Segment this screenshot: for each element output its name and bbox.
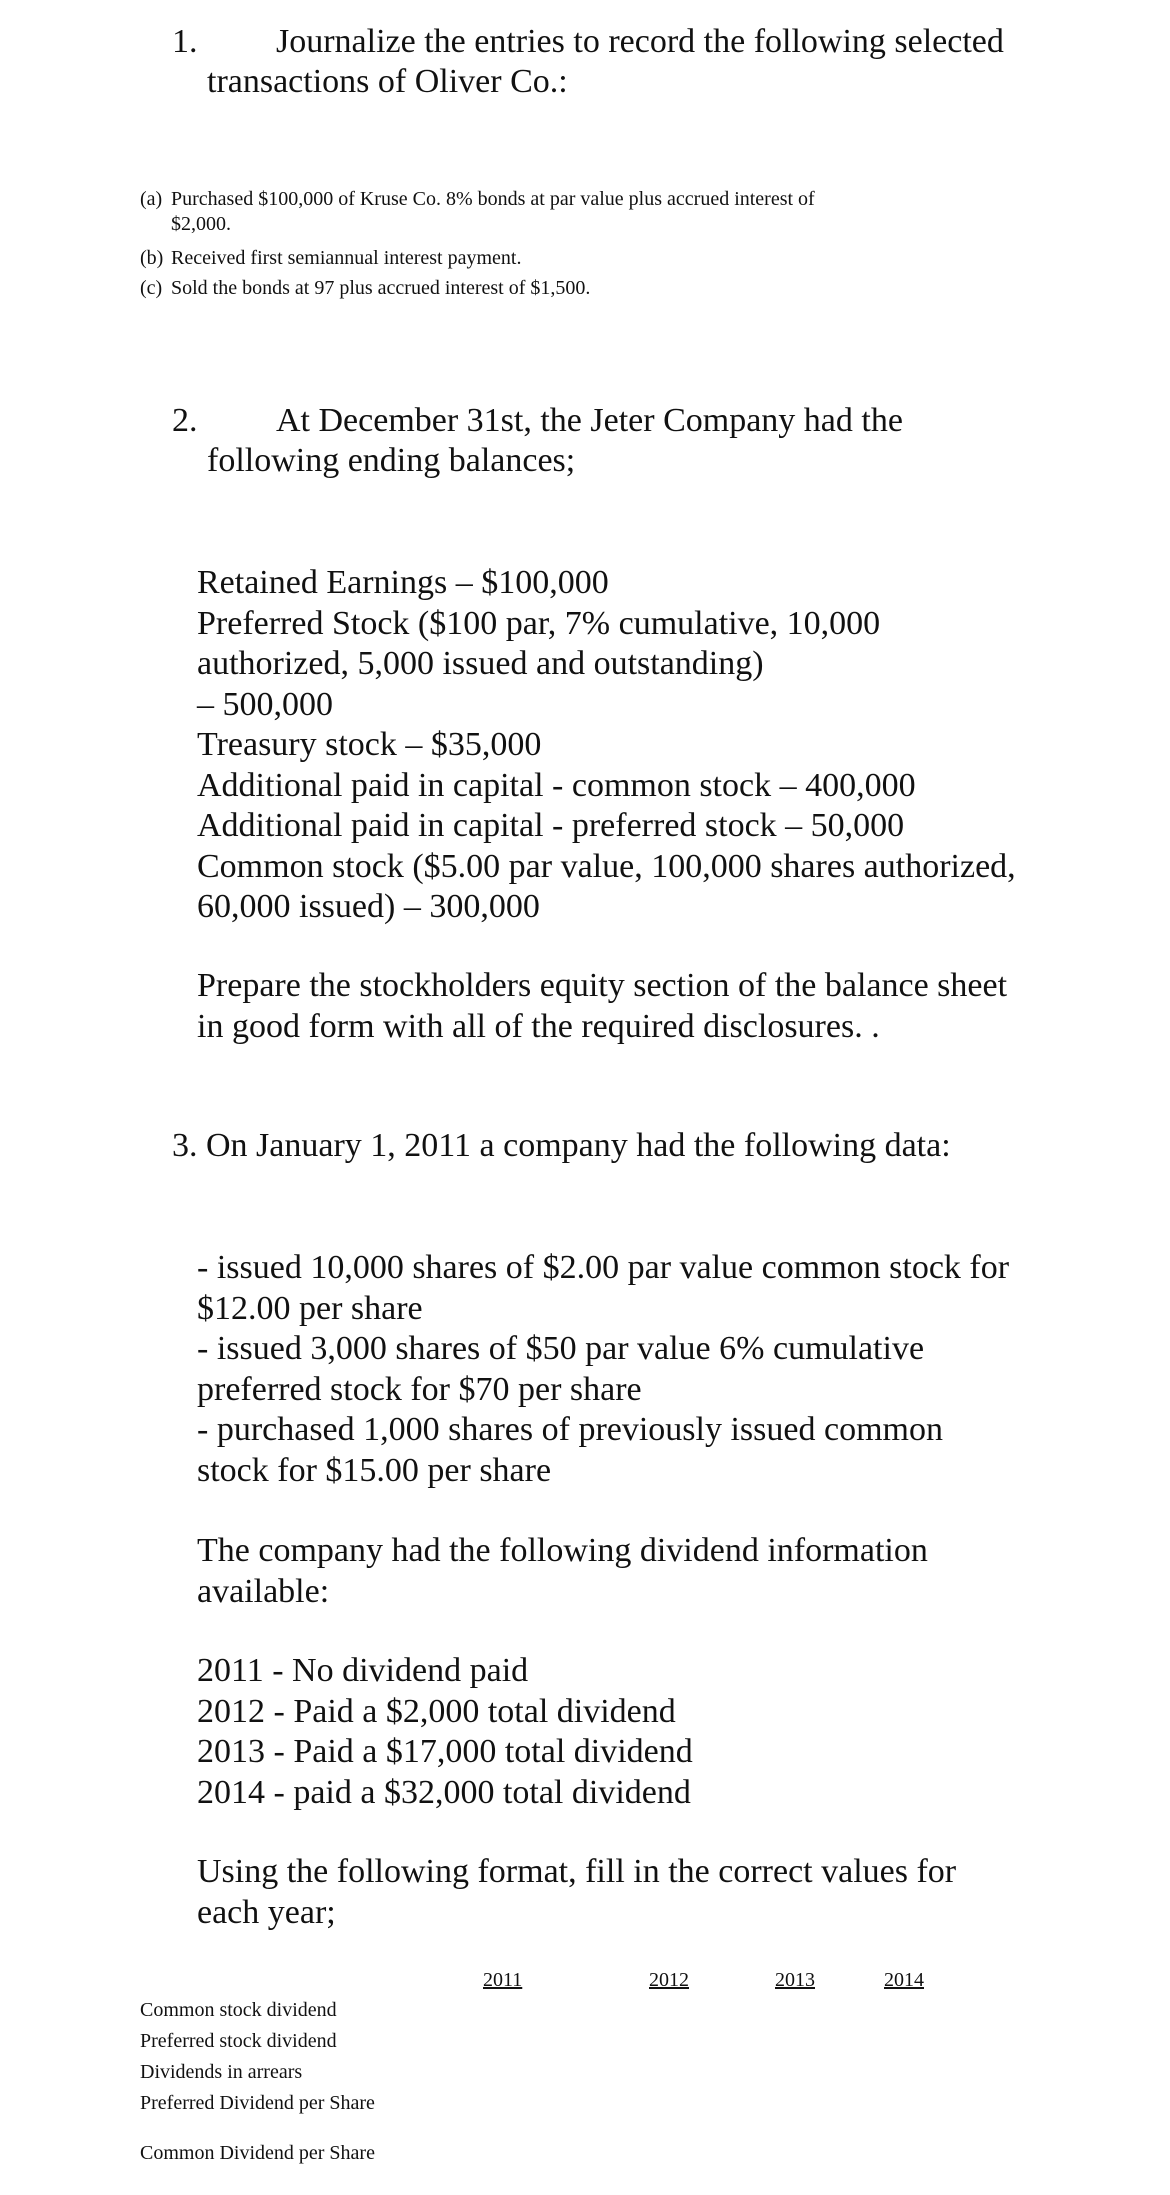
company-data (197, 1248, 1009, 1491)
intro-line: Using the following format, fill in the correct values for (197, 1853, 957, 1890)
year-header: 2012 (649, 1969, 689, 1991)
balance-line: – 500,000 (197, 685, 333, 723)
row-label: Preferred stock dividend (140, 2030, 337, 2052)
row-label: Preferred Dividend per Share (140, 2092, 375, 2114)
balance-line: 60,000 issued) – 300,000 (197, 888, 540, 925)
balance-line: authorized, 5,000 issued and outstanding) (197, 645, 764, 682)
data-line: stock for $15.00 per share (197, 1451, 552, 1489)
question-2-instruction (197, 966, 1007, 1047)
data-line: - issued 3,000 shares of $50 par value 6% cumulative (197, 1330, 925, 1367)
intro-line: The company had the following dividend information (197, 1532, 928, 1569)
balance-line: Additional paid in capital - common stock – 400,000 (197, 766, 916, 804)
question-2-number: 2. (172, 402, 198, 439)
year-header: 2013 (775, 1969, 815, 1991)
transaction-a-line-1: Purchased $100,000 of Kruse Co. 8% bonds at par value plus accrued interest of (171, 188, 815, 210)
instruction-line: in good form with all of the required disclosures. . (197, 1007, 880, 1045)
question-2-title-line-2: following ending balances; (207, 442, 576, 479)
intro-line: available: (197, 1572, 330, 1610)
balance-line: Treasury stock – $35,000 (197, 726, 542, 763)
question-3-title: 3. On January 1, 2011 a company had the following data: (172, 1127, 951, 1164)
year-header: 2011 (483, 1969, 523, 1991)
question-1-title-line-2: transactions of Oliver Co.: (207, 63, 568, 100)
transaction-b-tag: (b) (140, 247, 164, 269)
question-1-title-line-1: Journalize the entries to record the following selected (276, 23, 1004, 60)
balance-line: Additional paid in capital - preferred stock – 50,000 (197, 807, 905, 844)
year-header: 2014 (884, 1969, 924, 1991)
dividend-line: 2011 - No dividend paid (197, 1652, 529, 1689)
transaction-c-tag: (c) (140, 277, 163, 299)
dividend-line: 2013 - Paid a $17,000 total dividend (197, 1733, 693, 1770)
row-label: Dividends in arrears (140, 2061, 303, 2083)
dividend-history (197, 1651, 693, 1813)
transaction-b-line-1: Received first semiannual interest payment. (171, 247, 522, 269)
balance-line: Retained Earnings – $100,000 (197, 564, 609, 601)
row-label: Common Dividend per Share (140, 2142, 375, 2164)
balance-line: Preferred Stock ($100 par, 7% cumulative, 10,000 (197, 604, 881, 642)
question-1-number: 1. (172, 23, 198, 60)
transaction-c-line-1: Sold the bonds at 97 plus accrued interest of $1,500. (171, 277, 591, 299)
data-line: - purchased 1,000 shares of previously issued common (197, 1411, 943, 1448)
balance-line: Common stock ($5.00 par value, 100,000 shares authorized, (197, 847, 1016, 885)
ending-balances (197, 563, 1016, 928)
row-label: Common stock dividend (140, 1999, 337, 2021)
data-line: $12.00 per share (197, 1289, 423, 1327)
transaction-a-line-2: $2,000. (171, 213, 231, 235)
data-line: preferred stock for $70 per share (197, 1370, 642, 1408)
format-intro (197, 1852, 956, 1933)
data-line: - issued 10,000 shares of $2.00 par value common stock for (197, 1249, 1010, 1286)
instruction-line: Prepare the stockholders equity section of the balance sheet (197, 967, 1008, 1004)
dividend-line: 2014 - paid a $32,000 total dividend (197, 1773, 691, 1811)
dividend-intro (197, 1531, 928, 1612)
intro-line: each year; (197, 1893, 336, 1931)
transaction-a-tag: (a) (140, 188, 163, 210)
dividend-line: 2012 - Paid a $2,000 total dividend (197, 1692, 676, 1730)
question-2-title-line-1: At December 31st, the Jeter Company had the (276, 402, 903, 439)
